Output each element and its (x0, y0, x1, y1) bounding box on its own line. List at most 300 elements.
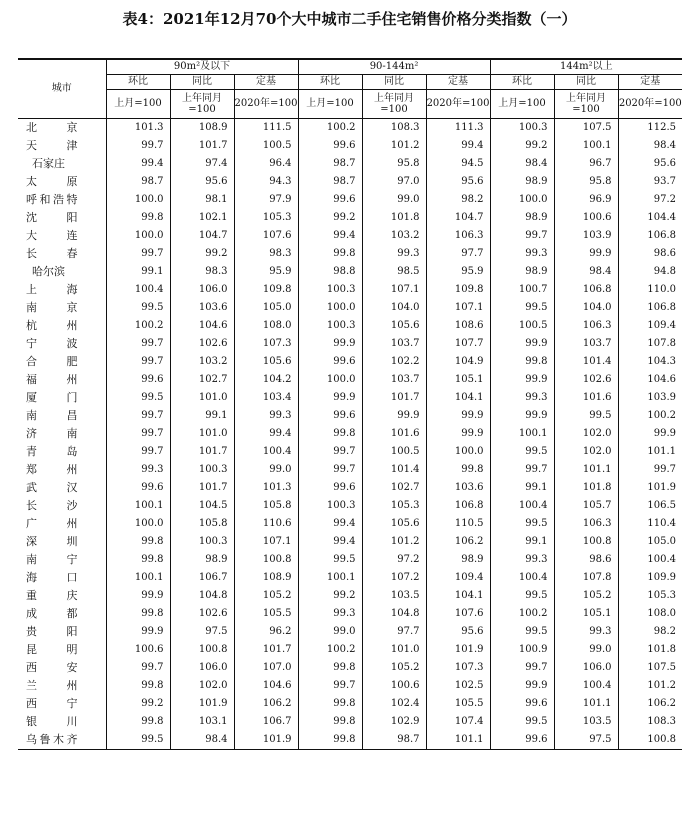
sub-header-mom: 环比 (106, 74, 170, 89)
city-name: 长沙 (26, 498, 78, 512)
base-header-prev-month: 上月=100 (106, 89, 170, 118)
value-cell: 109.8 (426, 281, 490, 299)
city-cell (18, 677, 106, 695)
value-cell: 97.7 (426, 245, 490, 263)
value-cell: 100.4 (618, 551, 682, 569)
value-cell: 100.4 (490, 497, 554, 515)
value-cell: 102.0 (554, 425, 618, 443)
value-cell: 100.3 (298, 281, 362, 299)
city-name: 银川 (26, 714, 78, 728)
value-cell: 99.2 (490, 137, 554, 155)
value-cell: 93.7 (618, 173, 682, 191)
city-cell (18, 389, 106, 407)
value-cell: 99.3 (234, 407, 298, 425)
value-cell: 99.1 (490, 479, 554, 497)
city-cell (18, 533, 106, 551)
value-cell: 102.0 (170, 677, 234, 695)
value-cell: 98.9 (490, 263, 554, 281)
value-cell: 99.4 (106, 155, 170, 173)
table-row (18, 227, 682, 245)
city-name: 贵阳 (26, 624, 78, 638)
value-cell: 100.0 (106, 515, 170, 533)
value-cell: 99.8 (106, 533, 170, 551)
value-cell: 99.8 (426, 461, 490, 479)
value-cell: 101.2 (362, 137, 426, 155)
city-name: 青岛 (26, 444, 78, 458)
table-row (18, 209, 682, 227)
value-cell: 99.4 (426, 137, 490, 155)
value-cell: 103.7 (362, 371, 426, 389)
value-cell: 101.7 (170, 443, 234, 461)
city-name: 长春 (26, 246, 78, 260)
value-cell: 106.8 (618, 299, 682, 317)
city-cell (18, 118, 106, 137)
city-column-header: 城市 (18, 59, 106, 118)
value-cell: 98.4 (170, 731, 234, 750)
value-cell: 98.4 (554, 263, 618, 281)
value-cell: 100.9 (490, 641, 554, 659)
value-cell: 100.0 (298, 371, 362, 389)
value-cell: 99.2 (298, 209, 362, 227)
value-cell: 107.1 (234, 533, 298, 551)
value-cell: 101.2 (362, 533, 426, 551)
value-cell: 106.2 (234, 695, 298, 713)
value-cell: 101.9 (426, 641, 490, 659)
value-cell: 100.1 (298, 569, 362, 587)
value-cell: 98.8 (298, 263, 362, 281)
value-cell: 101.7 (362, 389, 426, 407)
value-cell: 101.7 (170, 137, 234, 155)
value-cell: 100.8 (234, 551, 298, 569)
value-cell: 107.5 (554, 118, 618, 137)
city-cell (18, 551, 106, 569)
value-cell: 96.4 (234, 155, 298, 173)
value-cell: 100.0 (106, 191, 170, 209)
table-row (18, 317, 682, 335)
value-cell: 100.0 (426, 443, 490, 461)
value-cell: 101.7 (234, 641, 298, 659)
value-cell: 99.7 (106, 353, 170, 371)
value-cell: 102.6 (170, 335, 234, 353)
value-cell: 99.8 (298, 425, 362, 443)
city-cell (18, 659, 106, 677)
value-cell: 110.5 (426, 515, 490, 533)
value-cell: 101.6 (554, 389, 618, 407)
value-cell: 98.2 (426, 191, 490, 209)
value-cell: 112.5 (618, 118, 682, 137)
value-cell: 106.2 (426, 533, 490, 551)
value-cell: 99.8 (298, 245, 362, 263)
city-name: 合肥 (26, 354, 78, 368)
value-cell: 107.3 (426, 659, 490, 677)
value-cell: 105.3 (618, 587, 682, 605)
value-cell: 101.1 (554, 461, 618, 479)
value-cell: 107.5 (618, 659, 682, 677)
table-row (18, 569, 682, 587)
value-cell: 106.8 (618, 227, 682, 245)
value-cell: 99.4 (298, 533, 362, 551)
value-cell: 111.5 (234, 118, 298, 137)
value-cell: 101.2 (618, 677, 682, 695)
price-index-table-container (18, 58, 682, 750)
city-cell (18, 407, 106, 425)
value-cell: 99.7 (490, 659, 554, 677)
value-cell: 99.8 (106, 209, 170, 227)
city-cell (18, 479, 106, 497)
value-cell: 99.7 (298, 443, 362, 461)
value-cell: 105.3 (362, 497, 426, 515)
value-cell: 99.6 (490, 731, 554, 750)
value-cell: 103.2 (362, 227, 426, 245)
value-cell: 95.9 (426, 263, 490, 281)
value-cell: 107.8 (618, 335, 682, 353)
value-cell: 99.4 (234, 425, 298, 443)
value-cell: 104.8 (170, 587, 234, 605)
value-cell: 97.7 (362, 623, 426, 641)
value-cell: 99.5 (106, 389, 170, 407)
table-row (18, 533, 682, 551)
value-cell: 103.7 (362, 335, 426, 353)
value-cell: 105.5 (234, 605, 298, 623)
value-cell: 104.7 (170, 227, 234, 245)
value-cell: 98.4 (618, 137, 682, 155)
value-cell: 99.9 (618, 425, 682, 443)
city-name: 成都 (26, 606, 78, 620)
value-cell: 98.9 (490, 173, 554, 191)
value-cell: 106.2 (618, 695, 682, 713)
value-cell: 107.6 (234, 227, 298, 245)
table-row (18, 353, 682, 371)
value-cell: 101.4 (554, 353, 618, 371)
value-cell: 106.8 (554, 281, 618, 299)
city-cell (18, 353, 106, 371)
value-cell: 95.6 (426, 173, 490, 191)
value-cell: 99.6 (298, 191, 362, 209)
city-cell (18, 263, 106, 281)
value-cell: 104.3 (618, 353, 682, 371)
value-cell: 99.9 (298, 335, 362, 353)
value-cell: 100.7 (490, 281, 554, 299)
value-cell: 97.0 (362, 173, 426, 191)
value-cell: 99.8 (106, 677, 170, 695)
value-cell: 100.2 (490, 605, 554, 623)
value-cell: 106.0 (554, 659, 618, 677)
value-cell: 99.7 (106, 245, 170, 263)
value-cell: 102.7 (362, 479, 426, 497)
city-name: 兰州 (26, 678, 78, 692)
value-cell: 99.4 (298, 515, 362, 533)
city-name: 太原 (26, 174, 78, 188)
city-cell (18, 641, 106, 659)
value-cell: 105.8 (234, 497, 298, 515)
value-cell: 99.5 (490, 713, 554, 731)
value-cell: 99.9 (298, 389, 362, 407)
value-cell: 99.5 (490, 515, 554, 533)
value-cell: 108.0 (618, 605, 682, 623)
value-cell: 101.0 (170, 425, 234, 443)
value-cell: 96.9 (554, 191, 618, 209)
table-row (18, 659, 682, 677)
table-row (18, 587, 682, 605)
value-cell: 98.3 (234, 245, 298, 263)
value-cell: 99.8 (298, 659, 362, 677)
value-cell: 97.4 (170, 155, 234, 173)
value-cell: 104.6 (170, 317, 234, 335)
value-cell: 105.6 (362, 317, 426, 335)
sub-header-yoy: 同比 (554, 74, 618, 89)
value-cell: 99.9 (106, 587, 170, 605)
base-header-prev-month: 上月=100 (490, 89, 554, 118)
value-cell: 98.5 (362, 263, 426, 281)
value-cell: 101.1 (426, 731, 490, 750)
value-cell: 99.5 (490, 443, 554, 461)
value-cell: 94.8 (618, 263, 682, 281)
value-cell: 101.3 (234, 479, 298, 497)
value-cell: 100.2 (618, 407, 682, 425)
value-cell: 99.6 (106, 479, 170, 497)
value-cell: 98.7 (298, 173, 362, 191)
city-name: 南京 (26, 300, 78, 314)
city-cell (18, 137, 106, 155)
city-name: 昆明 (26, 642, 78, 656)
city-cell (18, 191, 106, 209)
value-cell: 99.0 (234, 461, 298, 479)
value-cell: 99.2 (106, 695, 170, 713)
table-row (18, 713, 682, 731)
value-cell: 99.5 (490, 587, 554, 605)
table-row (18, 335, 682, 353)
city-name: 西宁 (26, 696, 78, 710)
table-row (18, 371, 682, 389)
value-cell: 98.3 (170, 263, 234, 281)
value-cell: 95.6 (426, 623, 490, 641)
value-cell: 99.8 (106, 551, 170, 569)
base-header-prev-year: 上年同月=100 (554, 89, 618, 118)
value-cell: 97.9 (234, 191, 298, 209)
value-cell: 100.2 (298, 118, 362, 137)
value-cell: 99.7 (618, 461, 682, 479)
value-cell: 99.9 (490, 407, 554, 425)
city-name: 南昌 (26, 408, 78, 422)
city-name: 武汉 (26, 480, 78, 494)
table-row (18, 281, 682, 299)
value-cell: 101.0 (170, 389, 234, 407)
value-cell: 98.9 (426, 551, 490, 569)
table-row (18, 118, 682, 137)
value-cell: 100.3 (170, 533, 234, 551)
value-cell: 100.0 (298, 299, 362, 317)
value-cell: 99.3 (490, 245, 554, 263)
value-cell: 106.0 (170, 659, 234, 677)
table-row (18, 515, 682, 533)
table-row (18, 623, 682, 641)
value-cell: 99.1 (490, 533, 554, 551)
value-cell: 99.8 (490, 353, 554, 371)
value-cell: 100.3 (298, 317, 362, 335)
value-cell: 96.7 (554, 155, 618, 173)
value-cell: 96.2 (234, 623, 298, 641)
value-cell: 99.5 (106, 299, 170, 317)
base-header-2020: 2020年=100 (234, 89, 298, 118)
value-cell: 107.2 (362, 569, 426, 587)
value-cell: 99.8 (106, 713, 170, 731)
value-cell: 101.1 (618, 443, 682, 461)
value-cell: 99.5 (554, 407, 618, 425)
value-cell: 102.9 (362, 713, 426, 731)
base-header-prev-year: 上年同月=100 (362, 89, 426, 118)
value-cell: 100.4 (106, 281, 170, 299)
sub-header-yoy: 同比 (362, 74, 426, 89)
value-cell: 99.6 (298, 137, 362, 155)
value-cell: 100.8 (618, 731, 682, 750)
value-cell: 110.0 (618, 281, 682, 299)
city-cell (18, 173, 106, 191)
value-cell: 99.0 (554, 641, 618, 659)
value-cell: 101.6 (362, 425, 426, 443)
table-row (18, 677, 682, 695)
city-cell (18, 515, 106, 533)
value-cell: 100.8 (170, 641, 234, 659)
value-cell: 103.9 (554, 227, 618, 245)
price-index-table (18, 58, 682, 750)
value-cell: 99.7 (490, 227, 554, 245)
value-cell: 99.7 (106, 335, 170, 353)
city-name: 大连 (26, 228, 78, 242)
value-cell: 100.8 (554, 533, 618, 551)
value-cell: 99.6 (298, 407, 362, 425)
value-cell: 103.6 (426, 479, 490, 497)
city-cell (18, 713, 106, 731)
value-cell: 107.7 (426, 335, 490, 353)
value-cell: 94.3 (234, 173, 298, 191)
value-cell: 99.8 (298, 695, 362, 713)
value-cell: 104.1 (426, 389, 490, 407)
value-cell: 104.5 (170, 497, 234, 515)
value-cell: 105.2 (554, 587, 618, 605)
value-cell: 100.4 (554, 677, 618, 695)
value-cell: 106.0 (170, 281, 234, 299)
city-cell (18, 299, 106, 317)
value-cell: 103.1 (170, 713, 234, 731)
value-cell: 100.4 (490, 569, 554, 587)
value-cell: 106.8 (426, 497, 490, 515)
value-cell: 99.9 (426, 425, 490, 443)
value-cell: 108.3 (618, 713, 682, 731)
table-title: 表4：2021年12月70个大中城市二手住宅销售价格分类指数（一） (122, 10, 577, 28)
value-cell: 99.9 (362, 407, 426, 425)
table-row (18, 695, 682, 713)
value-cell: 97.2 (618, 191, 682, 209)
value-cell: 100.5 (490, 317, 554, 335)
value-cell: 98.9 (170, 551, 234, 569)
value-cell: 100.3 (298, 497, 362, 515)
table-row (18, 389, 682, 407)
city-name: 乌鲁木齐 (26, 732, 78, 746)
table-row (18, 407, 682, 425)
value-cell: 100.1 (490, 425, 554, 443)
table-row (18, 443, 682, 461)
city-cell (18, 443, 106, 461)
city-name: 厦门 (26, 390, 78, 404)
city-name: 北京 (26, 120, 78, 134)
value-cell: 99.9 (106, 623, 170, 641)
value-cell: 105.1 (554, 605, 618, 623)
city-cell (18, 245, 106, 263)
value-cell: 99.9 (490, 677, 554, 695)
value-cell: 101.9 (618, 479, 682, 497)
sub-header-fixed: 定基 (234, 74, 298, 89)
value-cell: 106.7 (170, 569, 234, 587)
value-cell: 98.7 (298, 155, 362, 173)
value-cell: 100.3 (490, 118, 554, 137)
table-row (18, 191, 682, 209)
value-cell: 98.6 (618, 245, 682, 263)
value-cell: 107.1 (362, 281, 426, 299)
value-cell: 100.3 (170, 461, 234, 479)
value-cell: 99.7 (106, 407, 170, 425)
value-cell: 99.3 (106, 461, 170, 479)
value-cell: 105.6 (362, 515, 426, 533)
value-cell: 101.1 (554, 695, 618, 713)
city-name: 天津 (26, 138, 78, 152)
value-cell: 99.3 (490, 551, 554, 569)
value-cell: 104.0 (554, 299, 618, 317)
value-cell: 98.2 (618, 623, 682, 641)
table-body (18, 118, 682, 749)
value-cell: 103.5 (554, 713, 618, 731)
value-cell: 105.2 (234, 587, 298, 605)
value-cell: 99.7 (298, 677, 362, 695)
value-cell: 104.6 (618, 371, 682, 389)
city-name: 郑州 (26, 462, 78, 476)
value-cell: 102.5 (426, 677, 490, 695)
value-cell: 104.8 (362, 605, 426, 623)
value-cell: 109.4 (618, 317, 682, 335)
table-row (18, 137, 682, 155)
sub-header-mom: 环比 (298, 74, 362, 89)
value-cell: 101.9 (234, 731, 298, 750)
table-row (18, 173, 682, 191)
value-cell: 101.3 (106, 118, 170, 137)
group-header-90-below: 90m²及以下 (106, 59, 298, 74)
value-cell: 99.3 (298, 605, 362, 623)
value-cell: 99.3 (490, 389, 554, 407)
value-cell: 95.6 (170, 173, 234, 191)
value-cell: 102.6 (170, 605, 234, 623)
value-cell: 100.5 (234, 137, 298, 155)
value-cell: 105.2 (362, 659, 426, 677)
city-name: 深圳 (26, 534, 78, 548)
city-name: 石家庄 (32, 156, 65, 170)
value-cell: 107.3 (234, 335, 298, 353)
sub-header-fixed: 定基 (618, 74, 682, 89)
value-cell: 99.9 (426, 407, 490, 425)
city-cell (18, 461, 106, 479)
value-cell: 105.6 (234, 353, 298, 371)
base-header-2020: 2020年=100 (426, 89, 490, 118)
value-cell: 106.3 (554, 515, 618, 533)
city-name: 宁波 (26, 336, 78, 350)
value-cell: 104.7 (426, 209, 490, 227)
table-row (18, 461, 682, 479)
city-name: 广州 (26, 516, 78, 530)
value-cell: 99.8 (298, 731, 362, 750)
value-cell: 110.6 (234, 515, 298, 533)
value-cell: 100.5 (362, 443, 426, 461)
value-cell: 109.4 (426, 569, 490, 587)
city-name: 上海 (26, 282, 78, 296)
base-header-2020: 2020年=100 (618, 89, 682, 118)
